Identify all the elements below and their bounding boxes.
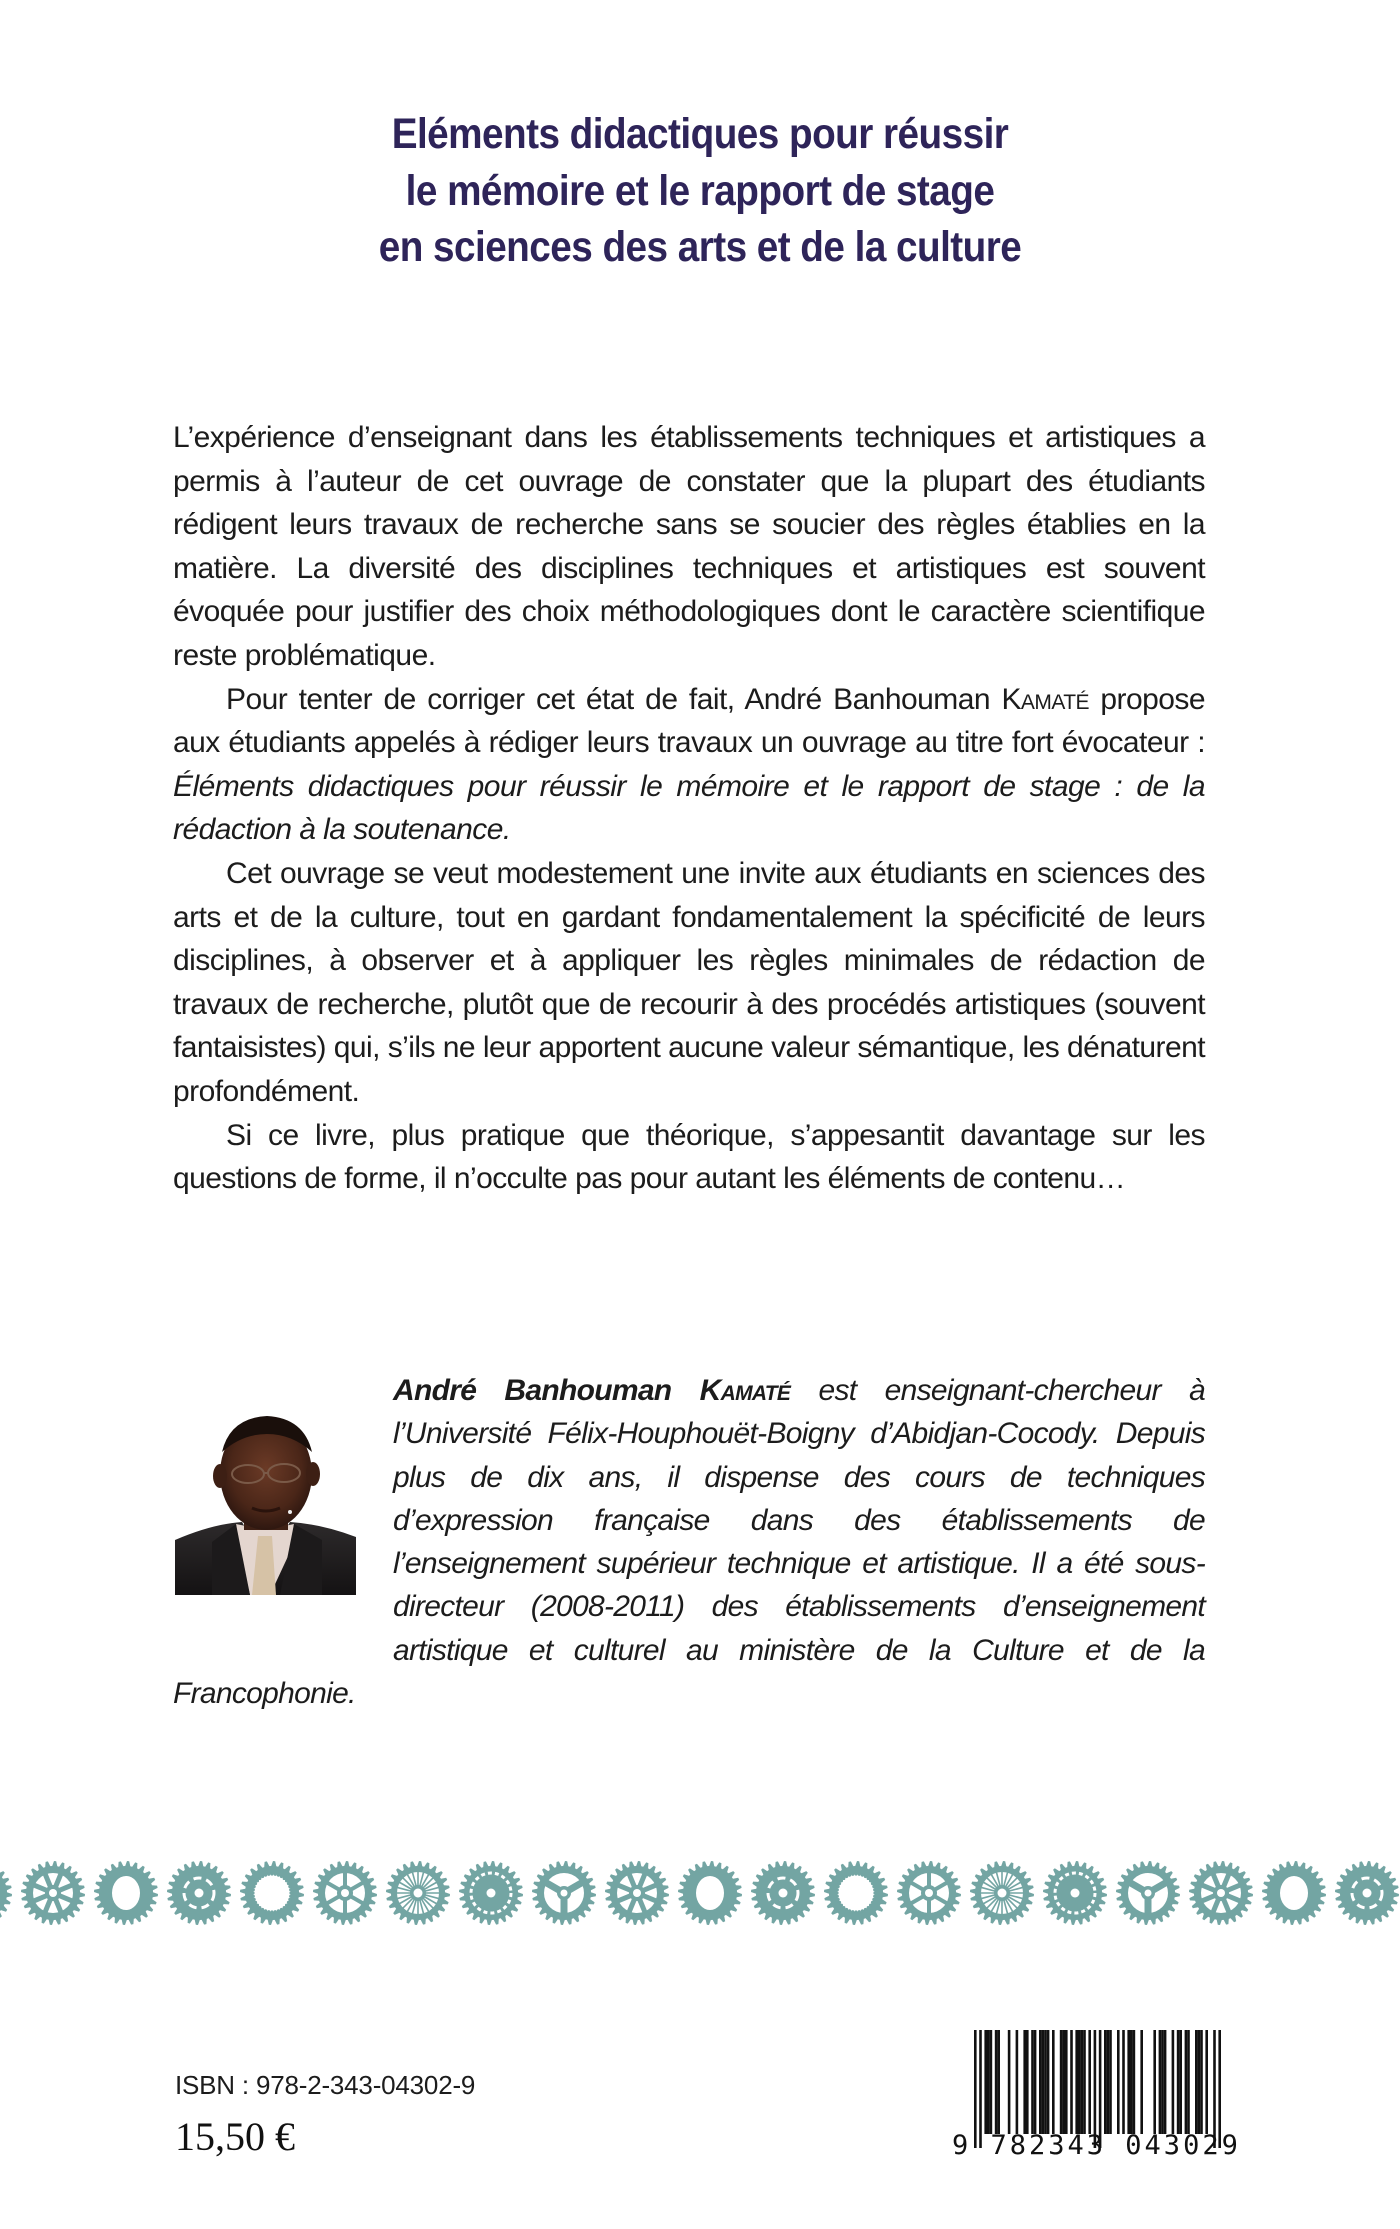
author-photo	[172, 1412, 358, 1595]
blurb-paragraph-1: L’expérience d’enseignant dans les établissements techniques et artistiques a permis à l’auteur de cet ouvrage de constater que la plupart des étudiants rédigent leurs travaux de recherche sans se soucier des règles établies en la matière. La diversité des disciplines techniques et artistiques est souvent évoquée pour justifier des choix méthodologiques dont le caractère scientifique reste problématique.	[173, 421, 1205, 672]
isbn-label: ISBN : 978-2-343-04302-9	[175, 2070, 476, 2100]
gear-tri-blade	[0, 1861, 12, 1925]
gear-solid-ring	[94, 1861, 158, 1925]
blurb-paragraph-4: Si ce livre, plus pratique que théorique, s’appesantit davantage sur les questions de forme, il n’occulte pas pour autant les éléments de contenu…	[173, 1118, 1205, 1196]
gear-spokes-8	[21, 1861, 85, 1925]
blurb-p2-text-2: propose aux étudiants appelés à rédiger leurs travaux un ouvrage au titre fort évocateur :	[173, 682, 1205, 760]
gear-solid-ring	[678, 1861, 742, 1925]
gear-row-icon	[0, 1860, 1400, 1926]
gear-dashed-ring	[751, 1861, 815, 1925]
gear-spokes-8	[605, 1861, 669, 1925]
back-cover-blurb	[173, 416, 1205, 1201]
gear-spokes-8	[1189, 1861, 1253, 1925]
book-reference-title: Éléments didactiques pour réussir le mémoire et le rapport de stage : de la rédaction à la soutenance.	[173, 769, 1205, 847]
author-name	[393, 1374, 790, 1407]
gear-dotted-ring	[459, 1861, 523, 1925]
author-name-surname: Kamaté	[699, 1374, 791, 1407]
gear-dotted-ring	[1043, 1861, 1107, 1925]
gear-tri-blade	[1116, 1861, 1180, 1925]
blurb-paragraph-3: Cet ouvrage se veut modestement une invite aux étudiants en sciences des arts et de la culture, tout en gardant fondamentalement la spécificité de leurs disciplines, à observer et à appliquer les règles minimales de rédaction de travaux de recherche, plutôt que de recourir à des procédés artistiques (souvent fantaisistes) qui, s’ils ne leur apportent aucune valeur sémantique, les dénaturent profondément.	[173, 856, 1205, 1108]
gear-solid-ring	[1262, 1861, 1326, 1925]
title-line-2: le mémoire et le rapport de stage	[405, 166, 995, 215]
price-label: 15,50 €	[175, 2114, 295, 2159]
gear-spoke-wheel	[970, 1861, 1034, 1925]
title-line-3: en sciences des arts et de la culture	[378, 223, 1022, 271]
gear-dashed-ring	[167, 1861, 231, 1925]
author-name-text: André Banhouman	[393, 1374, 700, 1407]
blurb-paragraph-2	[173, 678, 1205, 852]
author-bio-text: est enseignant-chercheur à l’Université Félix-Houphouët-Boigny d’Abidjan-Cocody. Depuis plus de dix ans, il dispense des cours de techniques d’expression française dans des établissements de l’enseignement supérieur technique et artistique. Il a été sous-directeur (2008-2011) des établissements d’enseignement artistique et culturel au ministère de la Culture et de la Francophonie.	[173, 1374, 1205, 1711]
gear-spoke-wheel	[386, 1861, 450, 1925]
gear-fine-ring	[240, 1861, 304, 1925]
blurb-p2-text: Pour tenter de corriger cet état de fait, André Banhouman	[226, 682, 1002, 716]
gear-fine-ring	[824, 1861, 888, 1925]
gear-dashed-ring	[1335, 1861, 1399, 1925]
gear-border-decoration	[0, 1860, 1400, 1926]
gear-spokes-6	[897, 1861, 961, 1925]
gear-tri-blade	[532, 1861, 596, 1925]
title-line-1: Eléments didactiques pour réussir	[391, 110, 1009, 158]
author-surname: Kamaté	[1001, 682, 1089, 716]
barcode-digits: 9 782343 043029	[952, 2130, 1241, 2161]
portrait-icon	[172, 1412, 358, 1595]
book-title	[0, 106, 1400, 276]
gear-spokes-6	[313, 1861, 377, 1925]
